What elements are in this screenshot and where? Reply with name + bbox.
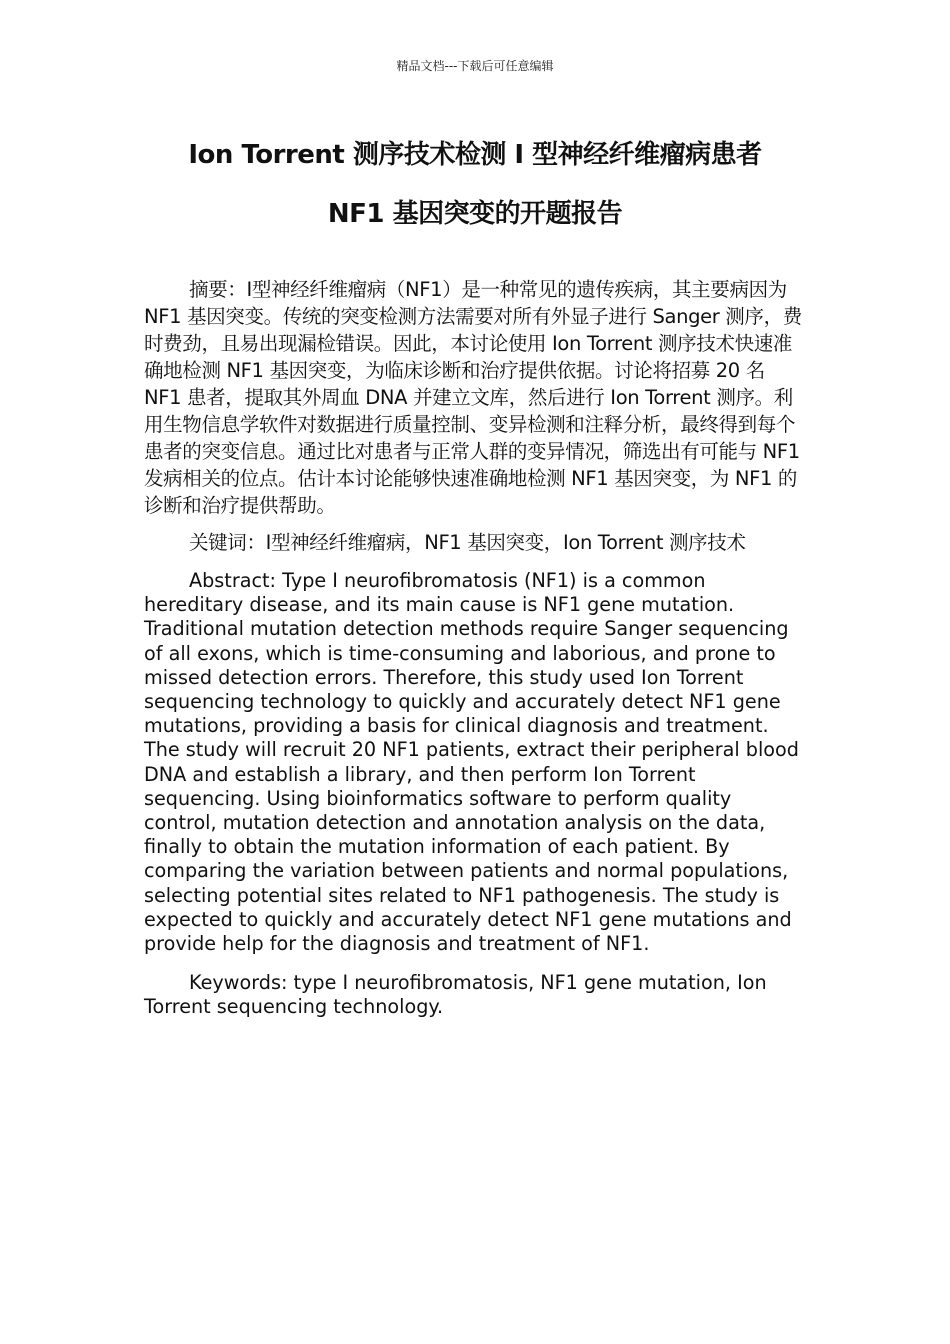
document-title-line-1: Ion Torrent 测序技术检测 I 型神经纤维瘤病患者 <box>188 140 762 170</box>
keywords-chinese: 关键词：Ⅰ型神经纤维瘤病，NF1 基因突变，Ion Torrent 测序技术 <box>189 531 746 554</box>
keywords-english: Keywords: type I neurofibromatosis, NF1 gene mutation, Ion Torrent sequencing technology. <box>144 971 767 1019</box>
header-note: 精品文档---下载后可任意编辑 <box>396 59 554 73</box>
abstract-chinese: 摘要：Ⅰ型神经纤维瘤病（NF1）是一种常见的遗传疾病，其主要病因为 NF1 基因突变。传统的突变检测方法需要对所有外显子进行 Sanger 测序，费时费劲，且易出现漏检错误。因此，本讨论使用 Ion Torrent 测序技术快速准确地检测 NF1 基因突变，为临床诊断和治疗提供依据。讨论将招募 20 名 NF1 患者，提取其外周血 DNA 并建立文库，然后进行 Ion Torrent 测序。利用生物信息学软件对数据进行质量控制、变异检测和注释分析，最终得到每个患者的突变信息。通过比对患者与正常人群的变异情况，筛选出有可能与 NF1 发病相关的位点。估计本讨论能够快速准确地检测 NF1 基因突变，为 NF1 的诊断和治疗提供帮助。 <box>144 278 802 517</box>
document-title-line-2: NF1 基因突变的开题报告 <box>327 199 623 229</box>
abstract-english: Abstract: Type I neurofibromatosis (NF1) is a common hereditary disease, and its main cause is NF1 gene mutation. Traditional mutation detection methods require Sanger sequencing of all exons, which is time-consuming and laborious, and prone to missed detection errors. Therefore, this study used Ion Torrent sequencing technology to quickly and accurately detect NF1 gene mutations, providing a basis for clinical diagnosis and treatment. The study will recruit 20 NF1 patients, extract their peripheral blood DNA and establish a library, and then perform Ion Torrent sequencing. Using bioinformatics software to perform quality control, mutation detection and annotation analysis on the data, finally to obtain the mutation information of each patient. By comparing the variation between patients and normal populations, selecting potential sites related to NF1 pathogenesis. The study is expected to quickly and accurately detect NF1 gene mutations and provide help for the diagnosis and treatment of NF1. <box>144 569 799 956</box>
document-body <box>144 276 804 1020</box>
